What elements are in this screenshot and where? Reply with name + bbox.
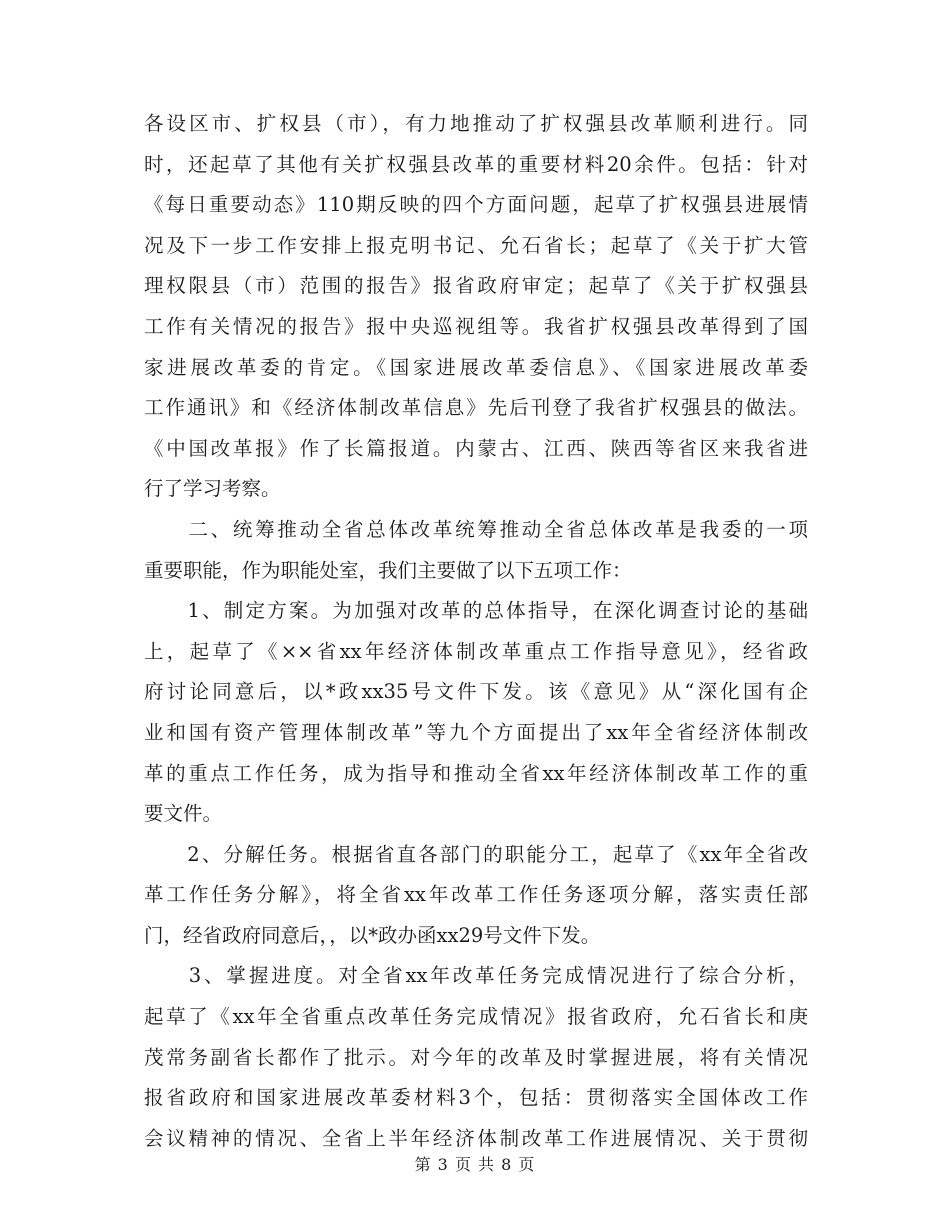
text-line: 革工作任务分解》，将全省xx年改革工作任务逐项分解，落实责任部	[144, 883, 808, 907]
text-line: 家进展改革委的肯定。《国家进展改革委信息》、《国家进展改革委	[144, 355, 808, 379]
text-line: 2、分解任务。根据省直各部门的职能分工，起草了《xx年全省改	[144, 842, 808, 866]
text-line: 各设区市、扩权县（市），有力地推动了扩权强县改革顺利进行。同	[144, 112, 808, 135]
text-line: 行了学习考察。	[144, 477, 281, 501]
text-line: 茂常务副省长都作了批示。对今年的改革及时掌握进展，将有关情况	[144, 1045, 808, 1069]
text-line: 理权限县（市）范围的报告》报省政府审定；起草了《关于扩权强县	[144, 274, 808, 298]
text-line: 重要职能，作为职能处室，我们主要做了以下五项工作：	[144, 558, 632, 582]
text-line: 工作有关情况的报告》报中央巡视组等。我省扩权强县改革得到了国	[144, 314, 808, 338]
text-line: 要文件。	[144, 802, 223, 826]
text-line: 报省政府和国家进展改革委材料3个，包括：贯彻落实全国体改工作	[144, 1086, 808, 1110]
text-line: 会议精神的情况、全省上半年经济体制改革工作进展情况、关于贯彻	[144, 1126, 808, 1150]
text-line: 时，还起草了其他有关扩权强县改革的重要材料20余件。包括：针对	[144, 152, 808, 176]
text-line: 1、制定方案。为加强对改革的总体指导，在深化调查讨论的基础	[144, 599, 808, 623]
body-text	[144, 104, 808, 1159]
text-line: 革的重点工作任务，成为指导和推动全省xx年经济体制改革工作的重	[144, 761, 808, 785]
text-line: 业和国有资产管理体制改革”等九个方面提出了xx年全省经济体制改	[144, 720, 808, 744]
text-line: 《每日重要动态》110期反映的四个方面问题，起草了扩权强县进展情	[144, 193, 808, 217]
text-line: 况及下一步工作安排上报克明书记、允石省长；起草了《关于扩大管	[144, 233, 808, 257]
text-line: 门，经省政府同意后，，以*政办函xx29号文件下发。	[144, 923, 601, 947]
text-line: 府讨论同意后，以*政xx35号文件下发。该《意见》从“深化国有企	[144, 680, 808, 704]
text-line: 二、统筹推动全省总体改革统筹推动全省总体改革是我委的一项	[144, 517, 808, 541]
page-footer: 第 3 页 共 8 页	[414, 1155, 536, 1174]
text-line: 工作通讯》和《经济体制改革信息》先后刊登了我省扩权强县的做法。	[144, 396, 808, 420]
text-line: 起草了《xx年全省重点改革任务完成情况》报省政府，允石省长和庚	[144, 1005, 808, 1029]
text-line: 上，起草了《××省xx年经济体制改革重点工作指导意见》，经省政	[144, 639, 808, 663]
text-line: 3、掌握进度。对全省xx年改革任务完成情况进行了综合分析，	[144, 964, 808, 988]
text-line: 《中国改革报》作了长篇报道。内蒙古、江西、陕西等省区来我省进	[144, 436, 808, 460]
